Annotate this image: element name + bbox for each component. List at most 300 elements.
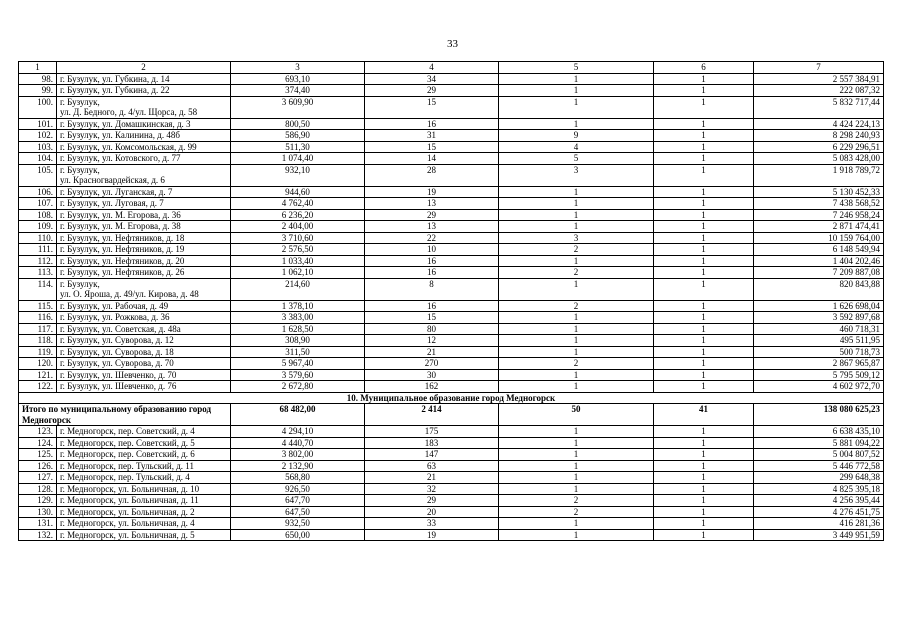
col6-cell: 1: [654, 312, 754, 324]
cost-cell: 8 298 240,93: [754, 130, 884, 142]
col6-cell: 1: [654, 73, 754, 85]
col5-cell: 2: [499, 495, 654, 507]
col6-cell: 1: [654, 85, 754, 97]
col5-cell: 9: [499, 130, 654, 142]
address-cell: [57, 518, 231, 530]
col6-cell: 1: [654, 426, 754, 438]
cost-cell: 5 004 807,52: [754, 449, 884, 461]
col4-cell: 29: [365, 209, 499, 221]
address-line: г. Бузулук,: [60, 278, 100, 289]
col5-cell: 1: [499, 449, 654, 461]
col5-cell: 1: [499, 518, 654, 530]
area-cell: 3 710,60: [231, 232, 365, 244]
cost-cell: 1 404 202,46: [754, 255, 884, 267]
address-cell: [57, 529, 231, 541]
address-cell: [57, 346, 231, 358]
row-number: 117.: [19, 323, 57, 335]
table-row: [19, 255, 884, 267]
cost-cell: 2 871 474,41: [754, 221, 884, 233]
cost-cell: 4 602 972,70: [754, 381, 884, 393]
row-number: 119.: [19, 346, 57, 358]
address-line: г. Бузулук, ул. Нефтяников, д. 26: [60, 267, 185, 277]
area-cell: 6 236,20: [231, 209, 365, 221]
area-cell: 2 576,50: [231, 244, 365, 256]
address-cell: [57, 209, 231, 221]
col5-cell: 1: [499, 255, 654, 267]
table-row: [19, 346, 884, 358]
col4-cell: 29: [365, 85, 499, 97]
table-row: [19, 221, 884, 233]
cost-cell: 2 557 384,91: [754, 73, 884, 85]
col6-cell: 1: [654, 346, 754, 358]
cost-cell: 2 867 965,87: [754, 358, 884, 370]
area-cell: 374,40: [231, 85, 365, 97]
cost-cell: 5 795 509,12: [754, 369, 884, 381]
col6-cell: 1: [654, 495, 754, 507]
address-cell: [57, 437, 231, 449]
col5-cell: 1: [499, 209, 654, 221]
row-number: 127.: [19, 472, 57, 484]
area-cell: 944,60: [231, 186, 365, 198]
area-cell: 511,30: [231, 141, 365, 153]
section-row: [19, 392, 884, 404]
area-cell: 3 579,60: [231, 369, 365, 381]
col4-cell: 8: [365, 278, 499, 300]
address-cell: [57, 141, 231, 153]
cost-cell: 5 881 094,22: [754, 437, 884, 449]
address-line: г. Бузулук, ул. Рабочая, д. 49: [60, 300, 169, 311]
col4-cell: 10: [365, 244, 499, 256]
col4-cell: 175: [365, 426, 499, 438]
area-cell: 5 967,40: [231, 358, 365, 370]
col4-cell: 14: [365, 153, 499, 165]
address-cell: [57, 221, 231, 233]
col5-cell: 1: [499, 198, 654, 210]
area-cell: 650,00: [231, 529, 365, 541]
area-cell: 926,50: [231, 483, 365, 495]
cost-cell: 5 832 717,44: [754, 96, 884, 118]
cost-cell: 495 511,95: [754, 335, 884, 347]
col4-cell: 12: [365, 335, 499, 347]
cost-cell: 7 209 887,08: [754, 267, 884, 279]
table-row: [19, 426, 884, 438]
row-number: 128.: [19, 483, 57, 495]
table-row: [19, 381, 884, 393]
address-line: г. Бузулук, ул. Губкина, д. 22: [60, 85, 170, 95]
table-row: [19, 460, 884, 472]
col4-cell: 32: [365, 483, 499, 495]
col6-cell: 1: [654, 221, 754, 233]
header-row: [19, 62, 884, 74]
row-number: 124.: [19, 437, 57, 449]
row-number: 132.: [19, 529, 57, 541]
address-cell: [57, 426, 231, 438]
col4-cell: 80: [365, 323, 499, 335]
address-cell: [57, 312, 231, 324]
row-number: 113.: [19, 267, 57, 279]
col5-cell: 1: [499, 335, 654, 347]
col4-cell: 147: [365, 449, 499, 461]
cost-cell: 4 825 395,18: [754, 483, 884, 495]
cost-cell: 1 918 789,72: [754, 164, 884, 186]
area-cell: 1 033,40: [231, 255, 365, 267]
area-cell: 932,50: [231, 518, 365, 530]
cost-cell: 460 718,31: [754, 323, 884, 335]
header-cell: 3: [231, 62, 365, 74]
cost-cell: 7 246 958,24: [754, 209, 884, 221]
col6-cell: 1: [654, 209, 754, 221]
address-line: г. Бузулук, ул. Советская, д. 48а: [60, 323, 181, 334]
address-line: г. Бузулук, ул. Домашкинская, д. 3: [60, 118, 191, 129]
table-row: [19, 198, 884, 210]
area-cell: 308,90: [231, 335, 365, 347]
address-line: г. Бузулук, ул. Шевченко, д. 70: [60, 369, 177, 380]
row-number: 108.: [19, 209, 57, 221]
col6-cell: 1: [654, 529, 754, 541]
area-cell: 2 404,00: [231, 221, 365, 233]
address-cell: [57, 449, 231, 461]
table-row: [19, 335, 884, 347]
col5-cell: 5: [499, 153, 654, 165]
section-block: [19, 392, 884, 426]
col6-cell: 1: [654, 153, 754, 165]
table-body-part-2: [19, 426, 884, 541]
row-number: 115.: [19, 300, 57, 312]
col5-cell: 1: [499, 221, 654, 233]
address-cell: [57, 85, 231, 97]
col4-cell: 63: [365, 460, 499, 472]
total-col5: 50: [499, 404, 654, 426]
row-number: 98.: [19, 73, 57, 85]
col4-cell: 15: [365, 96, 499, 118]
address-line: г. Бузулук, ул. Губкина, д. 14: [60, 73, 170, 84]
col5-cell: 1: [499, 186, 654, 198]
address-cell: [57, 267, 231, 279]
row-number: 122.: [19, 381, 57, 393]
address-cell: [57, 369, 231, 381]
table-row: [19, 96, 884, 118]
total-cost: 138 080 625,23: [754, 404, 884, 426]
row-number: 103.: [19, 141, 57, 153]
table-row: [19, 130, 884, 142]
header-cell: 2: [57, 62, 231, 74]
col4-cell: 29: [365, 495, 499, 507]
table-row: [19, 358, 884, 370]
col4-cell: 16: [365, 255, 499, 267]
address-cell: [57, 118, 231, 130]
cost-cell: 6 148 549,94: [754, 244, 884, 256]
area-cell: 214,60: [231, 278, 365, 300]
area-cell: 1 074,40: [231, 153, 365, 165]
col5-cell: 1: [499, 426, 654, 438]
col4-cell: 22: [365, 232, 499, 244]
table-row: [19, 369, 884, 381]
col4-cell: 13: [365, 198, 499, 210]
col5-cell: 1: [499, 437, 654, 449]
address-line: г. Бузулук, ул. Суворова, д. 70: [60, 358, 174, 368]
address-cell: [57, 358, 231, 370]
table-row: [19, 483, 884, 495]
row-number: 105.: [19, 164, 57, 186]
col6-cell: 1: [654, 164, 754, 186]
address-cell: [57, 278, 231, 300]
address-line: г. Бузулук, ул. Нефтяников, д. 20: [60, 255, 185, 266]
col4-cell: 30: [365, 369, 499, 381]
total-row: [19, 404, 884, 426]
col4-cell: 270: [365, 358, 499, 370]
table-row: [19, 312, 884, 324]
col4-cell: 16: [365, 118, 499, 130]
cost-cell: 5 446 772,58: [754, 460, 884, 472]
col5-cell: 1: [499, 346, 654, 358]
address-line: г. Бузулук, ул. М. Егорова, д. 38: [60, 221, 181, 231]
data-table: [18, 61, 884, 541]
col4-cell: 19: [365, 186, 499, 198]
area-cell: 311,50: [231, 346, 365, 358]
address-line: г. Бузулук, ул. Суворова, д. 18: [60, 346, 174, 357]
col5-cell: 3: [499, 164, 654, 186]
col4-cell: 34: [365, 73, 499, 85]
area-cell: 693,10: [231, 73, 365, 85]
row-number: 110.: [19, 232, 57, 244]
address-line: г. Бузулук, ул. Луганская, д. 7: [60, 186, 173, 197]
table-row: [19, 73, 884, 85]
address-cell: [57, 381, 231, 393]
col5-cell: 1: [499, 96, 654, 118]
area-cell: 647,50: [231, 506, 365, 518]
col4-cell: 31: [365, 130, 499, 142]
address-cell: [57, 232, 231, 244]
address-cell: [57, 506, 231, 518]
address-line: г. Бузулук,: [60, 96, 100, 107]
row-number: 116.: [19, 312, 57, 324]
address-cell: [57, 130, 231, 142]
col4-cell: 21: [365, 472, 499, 484]
col6-cell: 1: [654, 255, 754, 267]
area-cell: 800,50: [231, 118, 365, 130]
address-cell: [57, 164, 231, 186]
address-cell: [57, 483, 231, 495]
area-cell: 2 672,80: [231, 381, 365, 393]
address-line: г. Бузулук, ул. Калинина, д. 48б: [60, 130, 180, 140]
address-line: г. Бузулук, ул. Котовского, д. 77: [60, 153, 181, 163]
col6-cell: 1: [654, 506, 754, 518]
col6-cell: 1: [654, 472, 754, 484]
col5-cell: 1: [499, 472, 654, 484]
area-cell: 3 383,00: [231, 312, 365, 324]
col6-cell: 1: [654, 381, 754, 393]
row-number: 114.: [19, 278, 57, 300]
col5-cell: 1: [499, 73, 654, 85]
row-number: 107.: [19, 198, 57, 210]
section-title: 10. Муниципальное образование город Медногорск: [19, 392, 884, 404]
address-line: ул. Красногвардейская, д. 6: [60, 175, 165, 185]
col5-cell: 1: [499, 369, 654, 381]
col6-cell: 1: [654, 483, 754, 495]
col4-cell: 20: [365, 506, 499, 518]
header-cell: 1: [19, 62, 57, 74]
col5-cell: 2: [499, 506, 654, 518]
row-number: 131.: [19, 518, 57, 530]
row-number: 123.: [19, 426, 57, 438]
row-number: 106.: [19, 186, 57, 198]
col6-cell: 1: [654, 460, 754, 472]
col5-cell: 1: [499, 323, 654, 335]
cost-cell: 222 087,32: [754, 85, 884, 97]
address-line: г. Бузулук,: [60, 164, 100, 175]
cost-cell: 7 438 568,52: [754, 198, 884, 210]
total-area: 68 482,00: [231, 404, 365, 426]
address-line: г. Бузулук, ул. Суворова, д. 12: [60, 335, 174, 345]
cost-cell: 1 626 698,04: [754, 300, 884, 312]
table-row: [19, 164, 884, 186]
table-row: [19, 232, 884, 244]
col6-cell: 1: [654, 437, 754, 449]
col5-cell: 1: [499, 381, 654, 393]
address-cell: [57, 323, 231, 335]
col4-cell: 33: [365, 518, 499, 530]
table-row: [19, 278, 884, 300]
col6-cell: 1: [654, 335, 754, 347]
row-number: 129.: [19, 495, 57, 507]
header-cell: 7: [754, 62, 884, 74]
col6-cell: 1: [654, 198, 754, 210]
area-cell: 932,10: [231, 164, 365, 186]
row-number: 101.: [19, 118, 57, 130]
col6-cell: 1: [654, 244, 754, 256]
col5-cell: 1: [499, 529, 654, 541]
col5-cell: 1: [499, 483, 654, 495]
table-row: [19, 85, 884, 97]
table-row: [19, 529, 884, 541]
area-cell: 3 609,90: [231, 96, 365, 118]
area-cell: 1 062,10: [231, 267, 365, 279]
table-row: [19, 495, 884, 507]
col5-cell: 3: [499, 232, 654, 244]
row-number: 102.: [19, 130, 57, 142]
header-cell: 4: [365, 62, 499, 74]
address-cell: [57, 495, 231, 507]
address-line: г. Медногорск, ул. Больничная, д. 11: [60, 495, 199, 505]
table-row: [19, 153, 884, 165]
col6-cell: 1: [654, 267, 754, 279]
address-cell: [57, 335, 231, 347]
col6-cell: 1: [654, 449, 754, 461]
col4-cell: 13: [365, 221, 499, 233]
row-number: 104.: [19, 153, 57, 165]
address-cell: [57, 198, 231, 210]
row-number: 99.: [19, 85, 57, 97]
address-cell: [57, 472, 231, 484]
col6-cell: 1: [654, 518, 754, 530]
cost-cell: 10 159 764,00: [754, 232, 884, 244]
col4-cell: 16: [365, 300, 499, 312]
table-row: [19, 244, 884, 256]
address-line: г. Медногорск, ул. Больничная, д. 4: [60, 518, 195, 528]
header-cell: 6: [654, 62, 754, 74]
cost-cell: 6 638 435,10: [754, 426, 884, 438]
address-cell: [57, 73, 231, 85]
cost-cell: 416 281,36: [754, 518, 884, 530]
address-cell: [57, 255, 231, 267]
col5-cell: 2: [499, 267, 654, 279]
address-line: г. Бузулук, ул. Комсомольская, д. 99: [60, 141, 197, 152]
col5-cell: 1: [499, 118, 654, 130]
address-line: ул. Д. Бедного, д. 4/ул. Щорса, д. 58: [60, 107, 198, 117]
total-label: Итого по муниципальному образованию город Медногорск: [19, 404, 231, 426]
address-line: г. Медногорск, ул. Больничная, д. 10: [60, 483, 200, 494]
col6-cell: 1: [654, 118, 754, 130]
address-line: г. Бузулук, ул. Шевченко, д. 76: [60, 381, 177, 391]
col4-cell: 15: [365, 312, 499, 324]
col4-cell: 28: [365, 164, 499, 186]
cost-cell: 3 592 897,68: [754, 312, 884, 324]
address-cell: [57, 300, 231, 312]
address-cell: [57, 96, 231, 118]
area-cell: 568,80: [231, 472, 365, 484]
area-cell: 1 628,50: [231, 323, 365, 335]
cost-cell: 500 718,73: [754, 346, 884, 358]
cost-cell: 4 256 395,44: [754, 495, 884, 507]
col4-cell: 21: [365, 346, 499, 358]
address-line: г. Медногорск, пер. Советский, д. 4: [60, 426, 195, 436]
address-line: ул. О. Яроша, д. 49/ул. Кирова, д. 48: [60, 289, 199, 299]
row-number: 109.: [19, 221, 57, 233]
page-number: 33: [447, 38, 458, 50]
address-line: г. Медногорск, пер. Советский, д. 6: [60, 449, 195, 459]
table-body-part-1: [19, 62, 884, 393]
header-cell: 5: [499, 62, 654, 74]
area-cell: 4 294,10: [231, 426, 365, 438]
address-line: г. Медногорск, пер. Тульский, д. 4: [60, 472, 190, 482]
address-cell: [57, 186, 231, 198]
total-col6: 41: [654, 404, 754, 426]
table-row: [19, 449, 884, 461]
address-line: г. Бузулук, ул. Рожкова, д. 36: [60, 312, 170, 322]
address-line: г. Бузулук, ул. Нефтяников, д. 18: [60, 232, 185, 243]
table-row: [19, 141, 884, 153]
col4-cell: 16: [365, 267, 499, 279]
cost-cell: 5 130 452,33: [754, 186, 884, 198]
cost-cell: 4 276 451,75: [754, 506, 884, 518]
table-row: [19, 437, 884, 449]
row-number: 112.: [19, 255, 57, 267]
col5-cell: 1: [499, 312, 654, 324]
col6-cell: 1: [654, 369, 754, 381]
row-number: 121.: [19, 369, 57, 381]
col6-cell: 1: [654, 96, 754, 118]
col4-cell: 19: [365, 529, 499, 541]
row-number: 130.: [19, 506, 57, 518]
table-row: [19, 472, 884, 484]
col6-cell: 1: [654, 232, 754, 244]
address-cell: [57, 244, 231, 256]
col6-cell: 1: [654, 278, 754, 300]
area-cell: 1 378,10: [231, 300, 365, 312]
area-cell: 4 762,40: [231, 198, 365, 210]
area-cell: 647,70: [231, 495, 365, 507]
cost-cell: 5 083 428,00: [754, 153, 884, 165]
col5-cell: 1: [499, 85, 654, 97]
address-line: г. Медногорск, пер. Тульский, д. 11: [60, 460, 194, 471]
address-line: г. Бузулук, ул. Луговая, д. 7: [60, 198, 164, 208]
col4-cell: 15: [365, 141, 499, 153]
table-row: [19, 118, 884, 130]
col6-cell: 1: [654, 141, 754, 153]
table-row: [19, 267, 884, 279]
area-cell: 4 440,70: [231, 437, 365, 449]
col5-cell: 2: [499, 300, 654, 312]
